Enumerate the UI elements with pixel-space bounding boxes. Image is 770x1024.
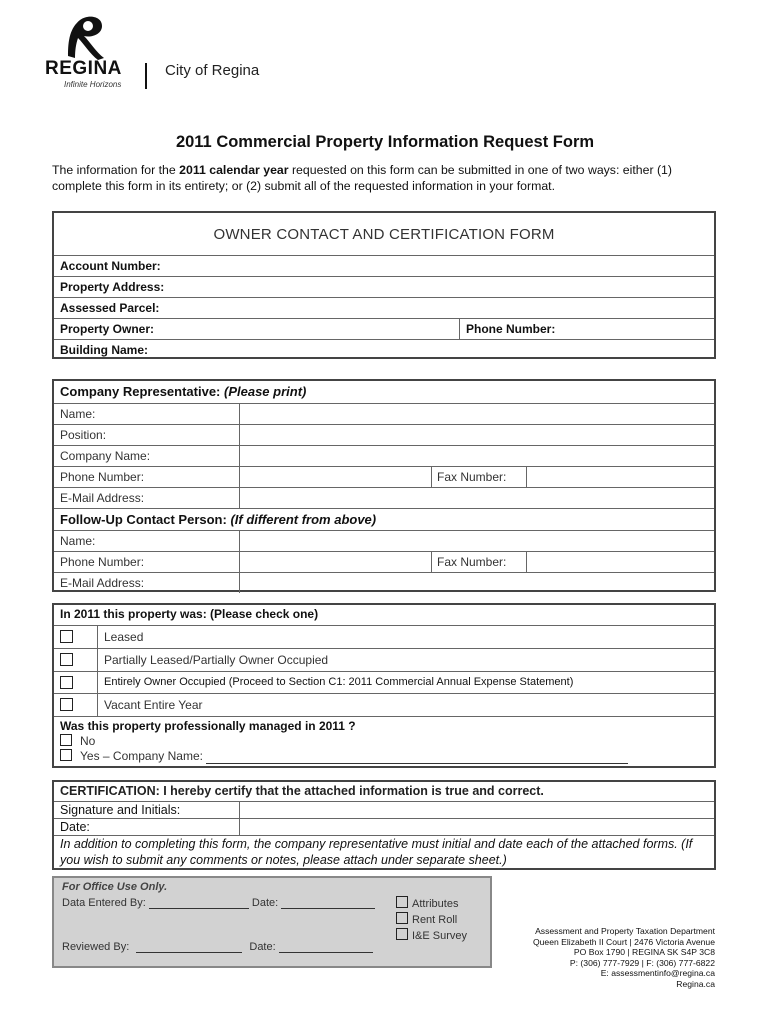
- managed-no-checkbox[interactable]: [60, 734, 72, 746]
- page-title: 2011 Commercial Property Information Request Form: [175, 133, 595, 151]
- office-check-rent-roll[interactable]: Rent Roll: [396, 912, 457, 926]
- office-check-attributes[interactable]: Attributes: [396, 896, 458, 910]
- property-owner-row: [54, 318, 714, 339]
- partially-leased-checkbox[interactable]: [60, 653, 73, 666]
- followup-heading: Follow-Up Contact Person: (If different from above): [54, 508, 714, 530]
- office-check-ie-survey[interactable]: I&E Survey: [396, 928, 467, 942]
- followup-phone-field[interactable]: Phone Number:: [60, 555, 145, 569]
- footer-website[interactable]: Regina.ca: [676, 978, 715, 989]
- rep-phone-field[interactable]: Phone Number:: [60, 470, 145, 484]
- reviewed-date-line[interactable]: [279, 942, 373, 953]
- entered-date-line[interactable]: [281, 898, 375, 909]
- footer-pobox: PO Box 1790 | REGINA SK S4P 3C8: [573, 947, 715, 957]
- managed-no-label: No: [80, 734, 96, 748]
- rep-fax-field[interactable]: Fax Number:: [437, 470, 507, 484]
- managed-yes-checkbox[interactable]: [60, 749, 72, 761]
- status-heading: In 2011 this property was: (Please check one): [60, 607, 319, 621]
- regina-logo-icon: [58, 12, 110, 62]
- managed-yes-label: Yes – Company Name:: [80, 749, 207, 763]
- logo-tagline: Infinite Horizons: [64, 80, 122, 89]
- footer-court: Queen Elizabeth II Court | 2476 Victoria Avenue: [532, 936, 715, 947]
- property-address-field[interactable]: Property Address:: [54, 276, 714, 297]
- assessed-parcel-field[interactable]: Assessed Parcel:: [54, 297, 714, 318]
- property-owner-field[interactable]: Property Owner:: [60, 322, 155, 336]
- leased-checkbox[interactable]: [60, 630, 73, 643]
- office-use-box: [52, 876, 492, 968]
- rep-name-field[interactable]: Name:: [54, 403, 714, 424]
- reviewed-row: Reviewed By: Date:: [62, 941, 373, 953]
- reviewed-by-line[interactable]: [136, 942, 242, 953]
- company-name-line[interactable]: [206, 753, 628, 764]
- certification-heading: CERTIFICATION: I hereby certify that the attached information is true and correct.: [60, 784, 544, 798]
- representative-form: [52, 379, 716, 592]
- owner-contact-form: [52, 211, 716, 359]
- rep-company-field[interactable]: Company Name:: [54, 445, 714, 466]
- followup-phone-row: [54, 551, 714, 572]
- office-heading: For Office Use Only.: [62, 881, 168, 893]
- owner-phone-field[interactable]: Phone Number:: [466, 322, 556, 336]
- option-partially-leased: Partially Leased/Partially Owner Occupied: [54, 648, 714, 671]
- logo-wordmark: REGINA: [45, 58, 122, 79]
- footer-phone: P: (306) 777-7929 | F: (306) 777-6822: [569, 957, 715, 968]
- rep-position-field[interactable]: Position:: [54, 424, 714, 445]
- managed-section: [54, 716, 714, 766]
- footer-email[interactable]: E: assessmentinfo@regina.ca: [600, 968, 715, 978]
- signature-field[interactable]: Signature and Initials:: [54, 801, 714, 818]
- managed-question: Was this property professionally managed in 2011 ?: [60, 719, 356, 733]
- option-leased: Leased: [54, 625, 714, 648]
- data-entered-line[interactable]: [149, 898, 249, 909]
- certification-note: In addition to completing this form, the company representative must initial and date each of the attached forms. (If you wish to submit any comments or notes, please attach under separate sheet.): [54, 835, 714, 868]
- footer-dept: Assessment and Property Taxation Department: [535, 926, 715, 936]
- header-divider: [145, 63, 147, 89]
- owner-occupied-checkbox[interactable]: [60, 676, 73, 689]
- rep-email-field[interactable]: E-Mail Address:: [54, 487, 714, 508]
- followup-email-field[interactable]: E-Mail Address:: [54, 572, 714, 593]
- followup-name-field[interactable]: Name:: [54, 530, 714, 551]
- city-name: City of Regina: [165, 62, 260, 79]
- cert-date-field[interactable]: Date:: [54, 818, 714, 835]
- vacant-checkbox[interactable]: [60, 698, 73, 711]
- option-owner-occupied: Entirely Owner Occupied (Proceed to Section C1: 2011 Commercial Annual Expense Statement): [54, 671, 714, 693]
- owner-form-heading: OWNER CONTACT AND CERTIFICATION FORM: [213, 226, 555, 243]
- certification-form: [52, 780, 716, 870]
- option-vacant: Vacant Entire Year: [54, 693, 714, 716]
- building-name-field[interactable]: Building Name:: [54, 339, 714, 360]
- followup-fax-field[interactable]: Fax Number:: [437, 555, 507, 569]
- intro-text: The information for the 2011 calendar year requested on this form can be submitted in one of two ways: either (1) complete this form in its entirety; or (2) submit all of the requested information in your format.: [52, 163, 672, 193]
- property-status-form: [52, 603, 716, 768]
- department-address: [533, 926, 715, 989]
- rep-phone-row: [54, 466, 714, 487]
- data-entered-row: Data Entered By: Date:: [62, 897, 375, 909]
- account-number-field[interactable]: Account Number:: [54, 255, 714, 276]
- representative-heading: Company Representative: (Please print): [60, 384, 307, 399]
